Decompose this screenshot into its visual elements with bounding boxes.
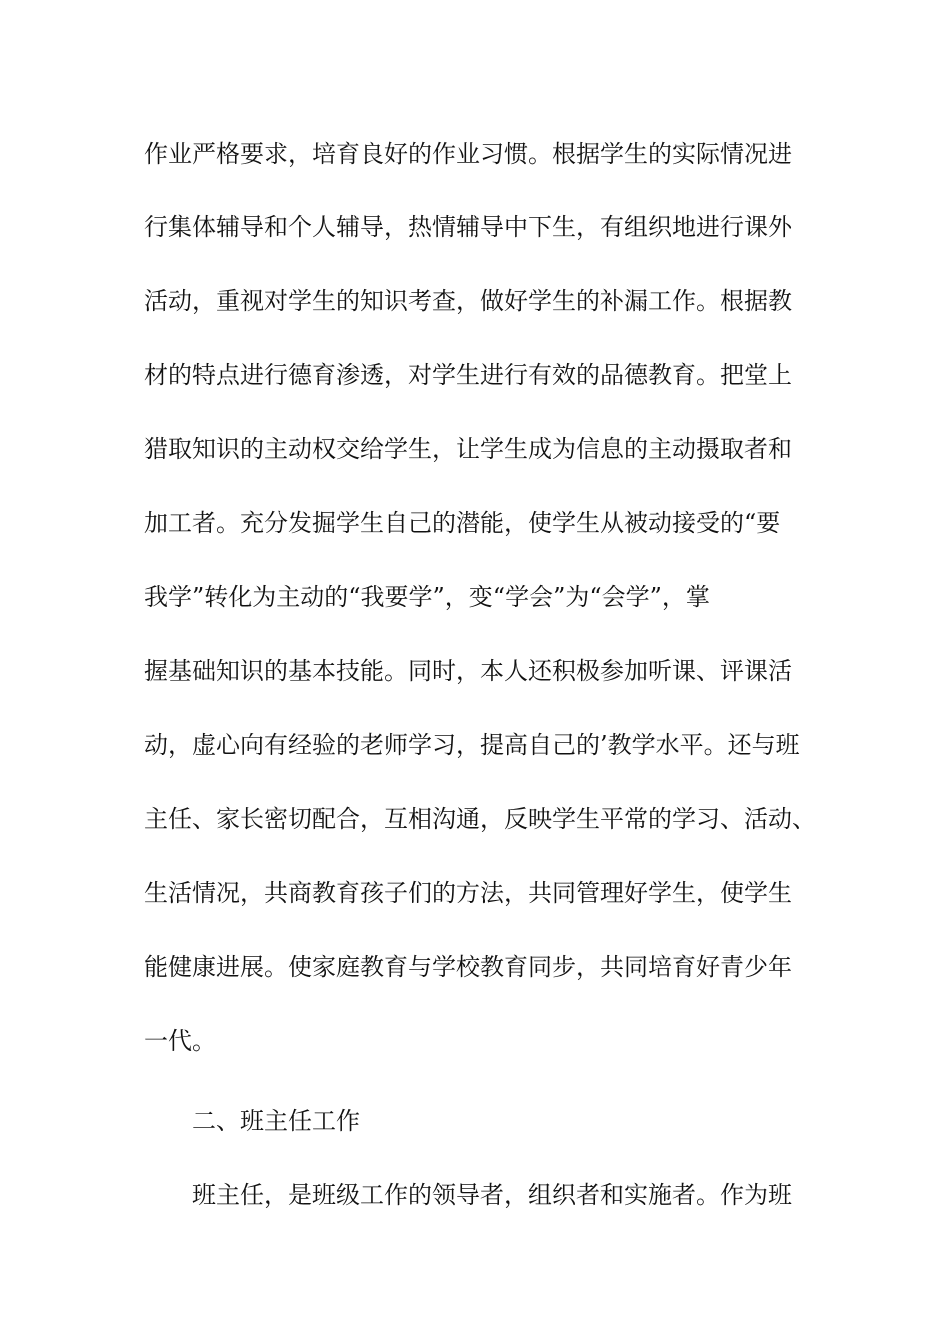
body-line-3: 活动，重视对学生的知识考查，做好学生的补漏工作。根据教 xyxy=(144,287,792,315)
body-line-7: 我学”转化为主动的“我要学”，变“学会”为“会学”，掌 xyxy=(144,583,710,611)
body-line-5: 猎取知识的主动权交给学生，让学生成为信息的主动摄取者和 xyxy=(144,435,792,463)
section-heading: 二、班主任工作 xyxy=(192,1107,360,1135)
body-line-8: 握基础知识的基本技能。同时，本人还积极参加听课、评课活 xyxy=(144,657,792,685)
body-line-10: 主任、家长密切配合，互相沟通，反映学生平常的学习、活动、 xyxy=(144,805,816,833)
body-line-2: 行集体辅导和个人辅导，热情辅导中下生，有组织地进行课外 xyxy=(144,213,792,241)
body-line-9: 动，虚心向有经验的老师学习，提高自己的’教学水平。还与班 xyxy=(144,731,800,759)
section-first-line: 班主任，是班级工作的领导者，组织者和实施者。作为班 xyxy=(192,1181,792,1209)
body-line-12: 能健康进展。使家庭教育与学校教育同步，共同培育好青少年 xyxy=(144,953,792,981)
body-line-11: 生活情况，共商教育孩子们的方法，共同管理好学生，使学生 xyxy=(144,879,792,907)
body-line-1: 作业严格要求，培育良好的作业习惯。根据学生的实际情况进 xyxy=(144,140,792,168)
body-line-6: 加工者。充分发掘学生自己的潜能，使学生从被动接受的“要 xyxy=(144,509,781,537)
body-line-13: 一代。 xyxy=(144,1027,216,1055)
body-line-4: 材的特点进行德育渗透，对学生进行有效的品德教育。把堂上 xyxy=(144,361,792,389)
